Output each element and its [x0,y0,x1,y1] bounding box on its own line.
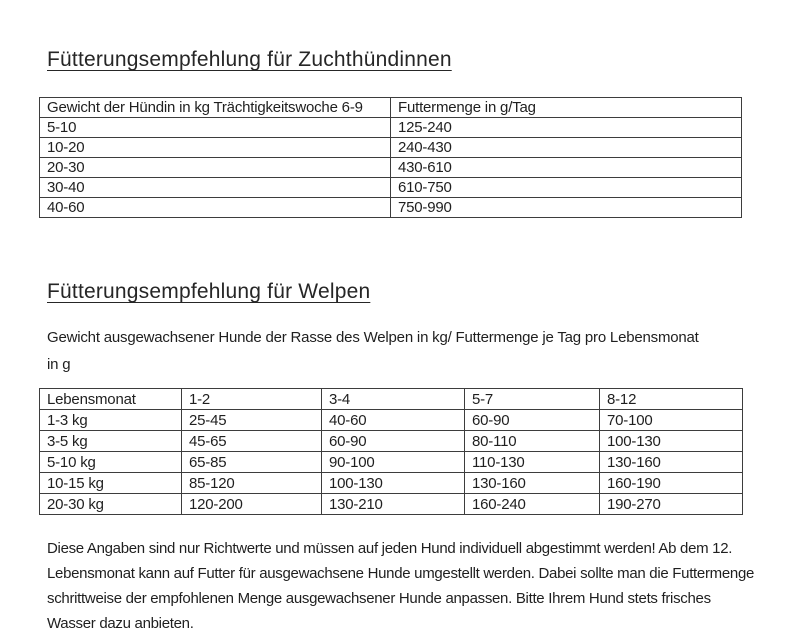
table-cell: 130-160 [465,473,600,494]
table-header-row [40,98,742,118]
table-header-cell: Futtermenge in g/Tag [391,98,742,118]
table-cell: 65-85 [182,452,322,473]
table-cell: 430-610 [391,158,742,178]
table-cell: 80-110 [465,431,600,452]
disclaimer-line: schrittweise der empfohlenen Menge ausgewachsener Hunde anpassen. Bitte Ihrem Hund stets frisches [47,590,711,607]
table-header-cell: Lebensmonat [40,389,182,410]
table-cell: 40-60 [40,198,391,218]
table-header-cell: 8-12 [600,389,743,410]
table-cell: 30-40 [40,178,391,198]
table-row [40,452,743,473]
table-cell: 100-130 [322,473,465,494]
puppies-feeding-table [39,388,743,515]
table-row [40,138,742,158]
puppies-subtitle [47,324,699,378]
table-cell: 20-30 kg [40,494,182,515]
table-header-cell: Gewicht der Hündin in kg Trächtigkeitswoche 6-9 [40,98,391,118]
table-row [40,410,743,431]
table-header-cell: 1-2 [182,389,322,410]
table-cell: 20-30 [40,158,391,178]
table-cell: 5-10 [40,118,391,138]
breeding-section-title: Fütterungsempfehlung für Zuchthündinnen [47,48,452,71]
table-cell: 125-240 [391,118,742,138]
disclaimer-line: Lebensmonat kann auf Futter für ausgewachsene Hunde umgestellt werden. Dabei sollte man die Futtermenge [47,565,755,582]
table-row [40,118,742,138]
table-cell: 190-270 [600,494,743,515]
table-cell: 70-100 [600,410,743,431]
table-row [40,178,742,198]
table-cell: 130-160 [600,452,743,473]
table-row [40,431,743,452]
table-header-cell: 3-4 [322,389,465,410]
table-cell: 45-65 [182,431,322,452]
table-cell: 160-190 [600,473,743,494]
disclaimer-line: Wasser dazu anbieten. [47,615,194,632]
table-row [40,158,742,178]
table-cell: 160-240 [465,494,600,515]
subtitle-line: Gewicht ausgewachsener Hunde der Rasse des Welpen in kg/ Futtermenge je Tag pro Lebensmonat [47,329,699,346]
table-cell: 25-45 [182,410,322,431]
table-cell: 5-10 kg [40,452,182,473]
disclaimer-paragraph [47,536,754,632]
table-cell: 750-990 [391,198,742,218]
table-header-cell: 5-7 [465,389,600,410]
breeding-dogs-table [39,97,742,218]
disclaimer-line: Diese Angaben sind nur Richtwerte und müssen auf jeden Hund individuell abgestimmt werden! Ab dem 12. [47,540,733,557]
table-row [40,473,743,494]
table-cell: 610-750 [391,178,742,198]
table-cell: 100-130 [600,431,743,452]
table-cell: 240-430 [391,138,742,158]
table-cell: 60-90 [322,431,465,452]
table-cell: 130-210 [322,494,465,515]
table-cell: 110-130 [465,452,600,473]
table-cell: 120-200 [182,494,322,515]
subtitle-line: in g [47,356,71,373]
table-cell: 10-15 kg [40,473,182,494]
table-cell: 10-20 [40,138,391,158]
table-cell: 90-100 [322,452,465,473]
table-row [40,494,743,515]
table-cell: 60-90 [465,410,600,431]
table-cell: 3-5 kg [40,431,182,452]
table-cell: 85-120 [182,473,322,494]
table-cell: 40-60 [322,410,465,431]
table-cell: 1-3 kg [40,410,182,431]
table-row [40,198,742,218]
table-header-row [40,389,743,410]
puppies-section-title: Fütterungsempfehlung für Welpen [47,280,371,303]
